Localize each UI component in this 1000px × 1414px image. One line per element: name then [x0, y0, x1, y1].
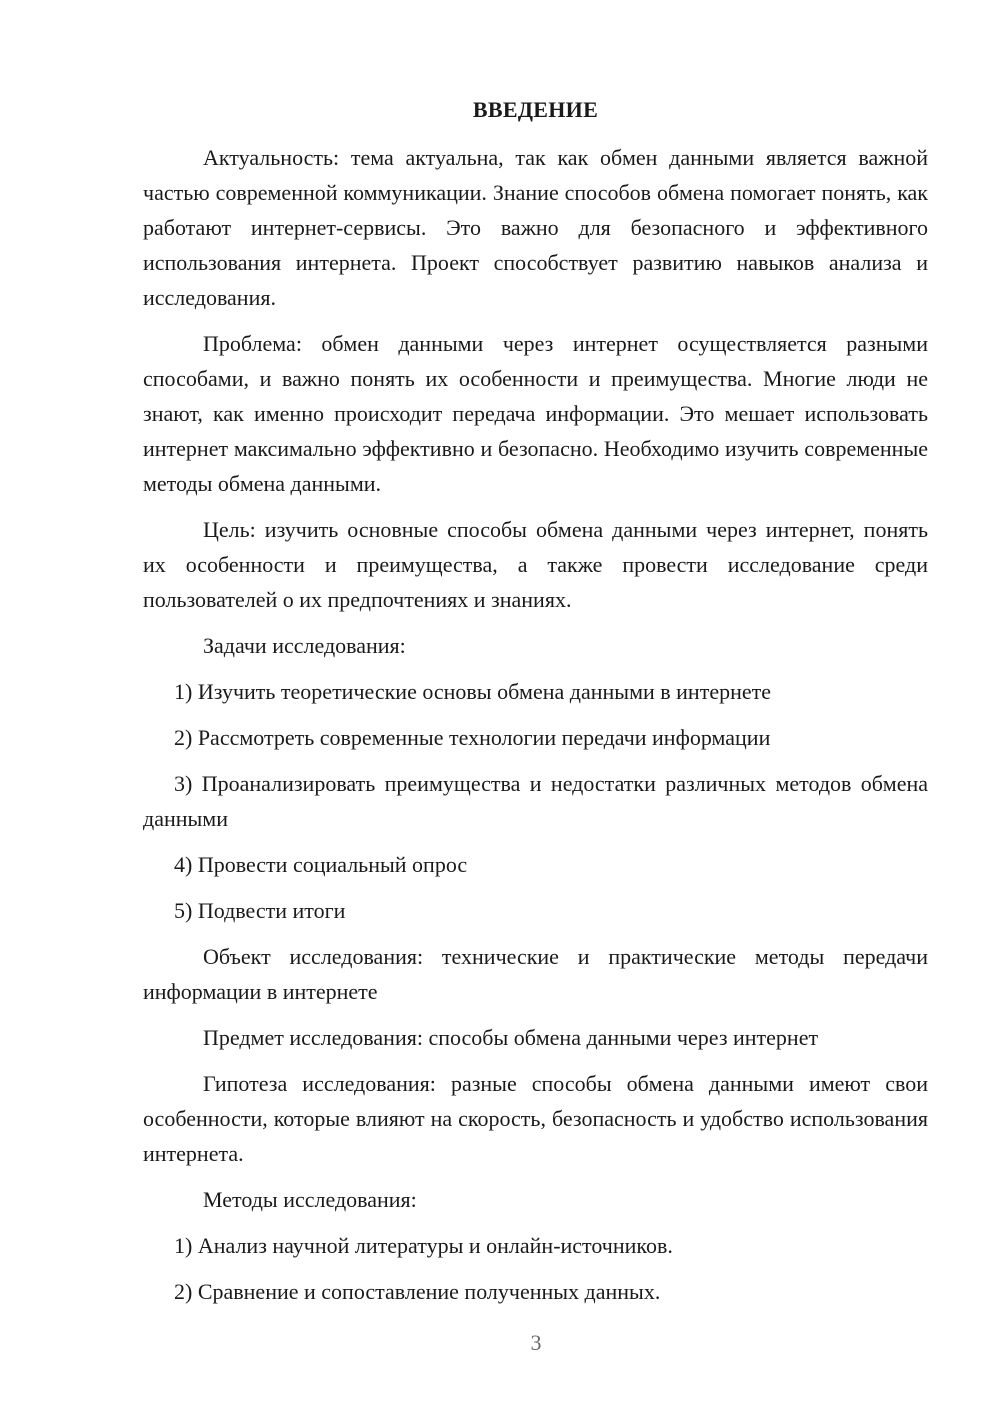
object-paragraph: Объект исследования: технические и практические методы передачи информации в интернете: [143, 944, 928, 1004]
problem-paragraph: Проблема: обмен данными через интернет осуществляется разными способами, и важно понять их особенности и преимущества. Многие люди не знают, как именно происходит передача информации. Это мешает использовать интернет максимально эффективно и безопасно. Необходимо изучить современные методы обмена данными.: [143, 331, 928, 496]
subject-paragraph: Предмет исследования: способы обмена данными через интернет: [203, 1025, 819, 1050]
methods-label: Методы исследования:: [203, 1187, 417, 1212]
task-item: 2) Рассмотреть современные технологии передачи информации: [174, 725, 771, 750]
page-number: 3: [530, 1330, 542, 1355]
goal-paragraph: Цель: изучить основные способы обмена данными через интернет, понять их особенности и преимущества, а также провести исследование среди пользователей о их предпочтениях и знаниях.: [143, 517, 928, 612]
task-item: 1) Изучить теоретические основы обмена данными в интернете: [174, 679, 771, 704]
task-item: 4) Провести социальный опрос: [174, 852, 468, 877]
task-item: 3) Проанализировать преимущества и недостатки различных методов обмена данными: [143, 771, 928, 831]
relevance-paragraph: Актуальность: тема актуальна, так как обмен данными является важной частью современной коммуникации. Знание способов обмена помогает понять, как работают интернет-сервисы. Это важно для безопасного и эффективного использования интернета. Проект способствует развитию навыков анализа и исследования.: [143, 145, 928, 310]
tasks-label: Задачи исследования:: [203, 633, 406, 658]
task-item: 5) Подвести итоги: [174, 898, 346, 923]
page-content: [143, 92, 928, 1309]
section-title: ВВЕДЕНИЕ: [472, 97, 599, 122]
method-item: 1) Анализ научной литературы и онлайн-источников.: [174, 1233, 673, 1258]
method-item: 2) Сравнение и сопоставление полученных данных.: [174, 1279, 661, 1304]
hypothesis-paragraph: Гипотеза исследования: разные способы обмена данными имеют свои особенности, которые влияют на скорость, безопасность и удобство использования интернета.: [143, 1071, 928, 1166]
